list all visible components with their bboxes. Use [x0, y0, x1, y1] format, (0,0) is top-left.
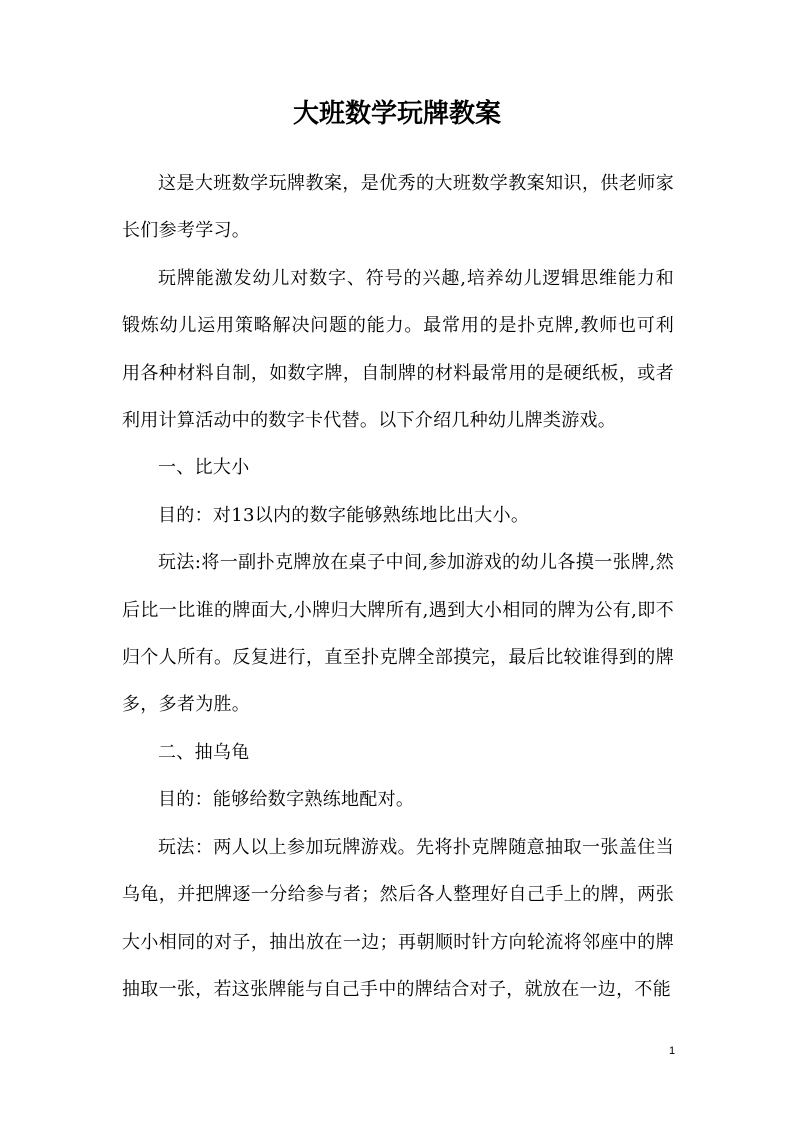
document-title: 大班数学玩牌教案: [292, 99, 501, 129]
paragraph-intro: 这是大班数学玩牌教案，是优秀的大班数学教案知识，供老师家长们参考学习。: [122, 173, 674, 242]
section-heading-old-maid: 二、抽乌龟: [158, 741, 250, 763]
paragraph-old-maid-goal: 目的：能够给数字熟练地配对。: [158, 789, 415, 811]
page-number: 1: [668, 1045, 676, 1057]
section-heading-compare: 一、比大小: [158, 457, 250, 479]
paragraph-compare-rules: 玩法:将一副扑克牌放在桌子中间,参加游戏的幼儿各摸一张牌,然后比一比谁的牌面大,小牌归大牌所有,遇到大小相同的牌为公有,即不归个人所有。反复进行，直至扑克牌全部摸完，最后比较谁得到的牌多，多者为胜。: [122, 552, 674, 716]
paragraph-overview: 玩牌能激发幼儿对数字、符号的兴趣,培养幼儿逻辑思维能力和锻炼幼儿运用策略解决问题的能力。最常用的是扑克牌,教师也可利用各种材料自制，如数字牌，自制牌的材料最常用的是硬纸板，或者利用计算活动中的数字卡代替。以下介绍几种幼儿牌类游戏。: [122, 267, 674, 432]
paragraph-compare-goal: 目的：对13以内的数字能够熟练地比出大小。: [158, 504, 530, 526]
paragraph-old-maid-rules: 玩法：两人以上参加玩牌游戏。先将扑克牌随意抽取一张盖住当乌龟，并把牌逐一分给参与者；然后各人整理好自己手上的牌，两张大小相同的对子，抽出放在一边；再朝顺时针方向轮流将邻座中的牌抽取一张，若这张牌能与自己手中的牌结合对子，就放在一边，不能: [122, 836, 674, 1000]
document-body: [122, 160, 674, 1013]
